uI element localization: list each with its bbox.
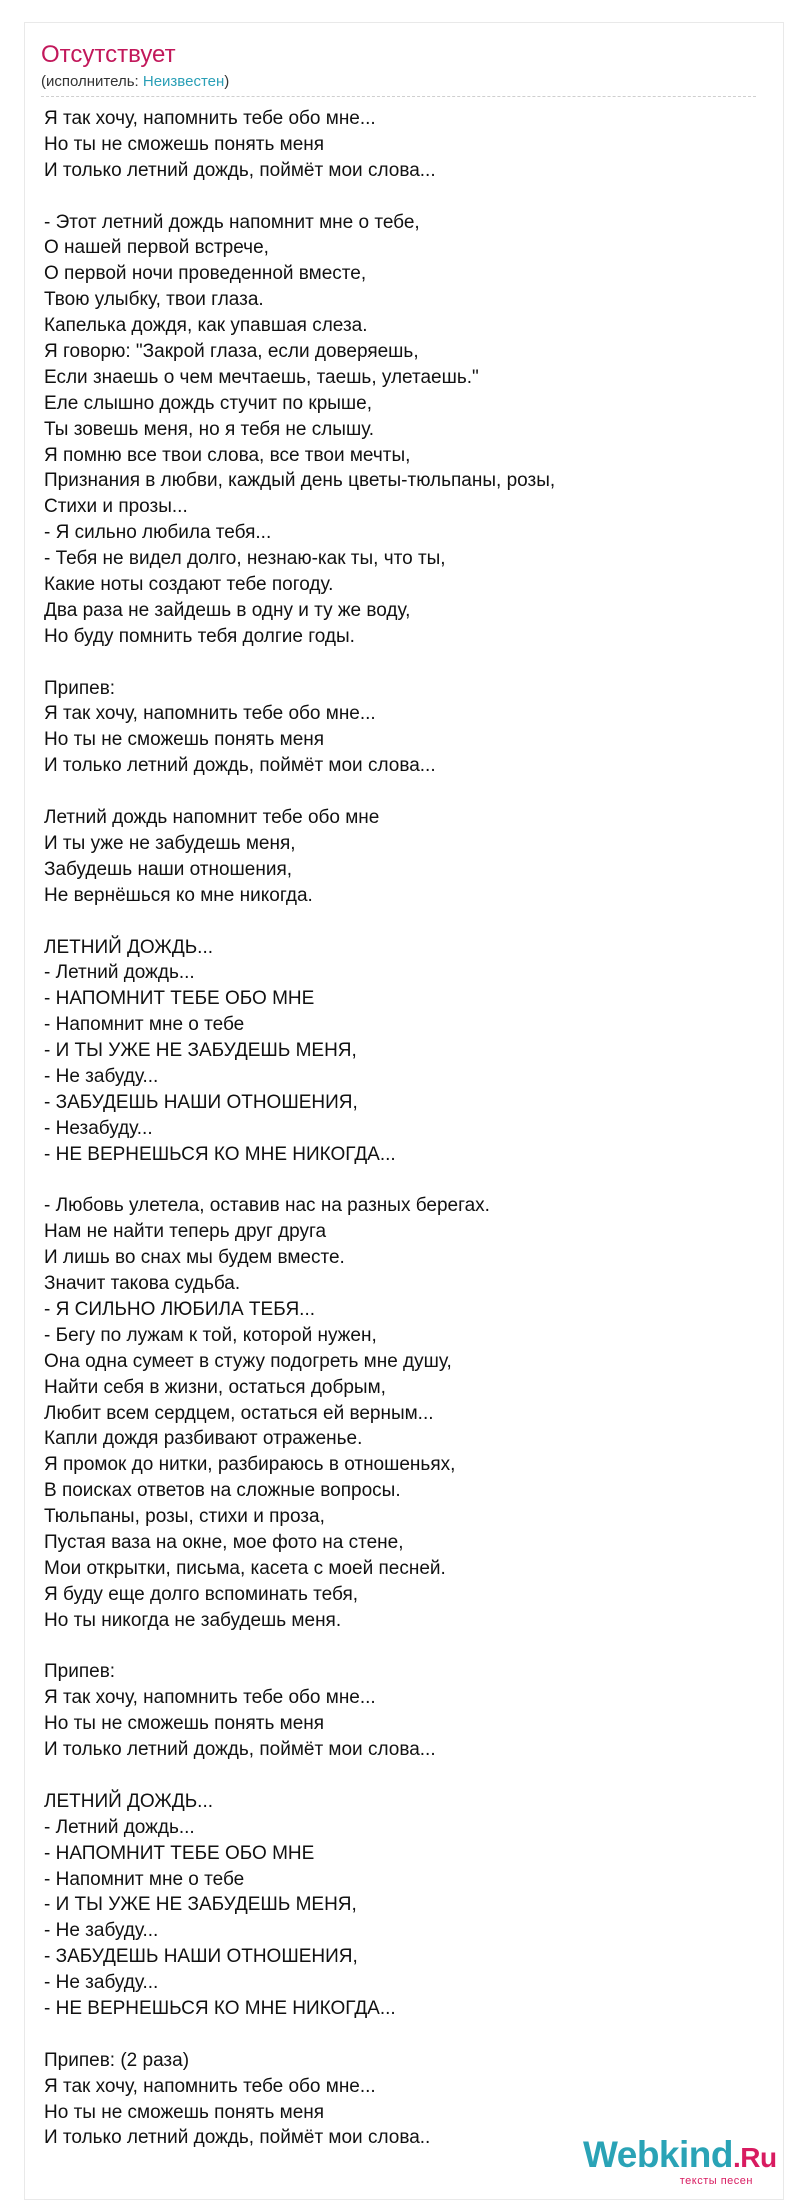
lyric-line: Но ты никогда не забудешь меня. [44, 1609, 342, 1631]
song-title: Отсутствует [41, 41, 176, 68]
lyric-line [44, 1634, 744, 1660]
lyric-line: - Этот летний дождь напомнит мне о тебе, [44, 211, 420, 233]
logo-web-text: Webkind [583, 2134, 733, 2175]
lyric-line: Тюльпаны, розы, стихи и проза, [44, 1506, 325, 1528]
lyric-line: Значит такова судьба. [44, 1273, 241, 1295]
lyric-line: Стихи и прозы... [44, 496, 188, 518]
lyric-line: - И ТЫ УЖЕ НЕ ЗАБУДЕШЬ МЕНЯ, [44, 1040, 357, 1062]
artist-suffix: ) [224, 73, 230, 90]
lyric-line: - Я сильно любила тебя... [44, 522, 272, 544]
lyric-line [44, 1168, 744, 1194]
song-header [41, 40, 756, 97]
lyric-line [44, 2022, 744, 2048]
lyric-line: Если знаешь о чем мечтаешь, таешь, улетаешь." [44, 366, 479, 388]
lyric-line: Но буду помнить тебя долгие годы. [44, 625, 355, 647]
artist-link[interactable]: Неизвестен [142, 73, 225, 90]
lyric-line: - Не забуду... [44, 1065, 159, 1087]
lyric-line: Я так хочу, напомнить тебе обо мне... [44, 703, 376, 725]
site-logo[interactable] [583, 2134, 777, 2193]
lyric-line: О нашей первой встрече, [44, 237, 269, 259]
lyric-line: Капелька дождя, как упавшая слеза. [44, 315, 368, 337]
lyric-line: Найти себя в жизни, остаться добрым, [44, 1376, 386, 1398]
lyric-line: Признания в любви, каждый день цветы-тюльпаны, розы, [44, 470, 556, 492]
lyric-line: Припев: (2 раза) [44, 2049, 190, 2071]
lyric-line: - Бегу по лужам к той, которой нужен, [44, 1324, 377, 1346]
lyric-line: Летний дождь напомнит тебе обо мне [44, 807, 380, 829]
lyric-line: - Напомнит мне о тебе [44, 1868, 245, 1890]
lyric-line: Не вернёшься ко мне никогда. [44, 884, 313, 906]
logo-tagline: тексты песен [679, 2175, 753, 2187]
lyric-line: - НАПОМНИТ ТЕБЕ ОБО МНЕ [44, 988, 315, 1010]
lyric-line: Но ты не сможешь понять меня [44, 133, 325, 155]
lyric-line: Я так хочу, напомнить тебе обо мне... [44, 2075, 376, 2097]
lyric-line: - НЕ ВЕРНЕШЬСЯ КО МНЕ НИКОГДА... [44, 1998, 396, 2020]
lyric-line: Я помню все твои слова, все твои мечты, [44, 444, 411, 466]
lyric-line: - НЕ ВЕРНЕШЬСЯ КО МНЕ НИКОГДА... [44, 1143, 396, 1165]
lyric-line: - Летний дождь... [44, 962, 195, 984]
lyric-line: ЛЕТНИЙ ДОЖДЬ... [44, 936, 214, 958]
lyric-line: Мои открытки, письма, касета с моей песней. [44, 1557, 446, 1579]
logo-wordmark [583, 2134, 777, 2178]
lyrics-text [44, 106, 744, 2151]
lyric-line: Я говорю: "Закрой глаза, если доверяешь, [44, 341, 419, 363]
lyric-line: Ты зовешь меня, но я тебя не слышу. [44, 418, 375, 440]
lyric-line: Она одна сумеет в стужу подогреть мне душу, [44, 1350, 452, 1372]
lyric-line: Твою улыбку, твои глаза. [44, 289, 264, 311]
lyric-line: Я так хочу, напомнить тебе обо мне... [44, 108, 376, 129]
lyric-line: О первой ночи проведенной вместе, [44, 263, 367, 285]
lyric-line: ЛЕТНИЙ ДОЖДЬ... [44, 1790, 214, 1812]
lyric-line [44, 184, 744, 210]
lyric-line [44, 779, 744, 805]
lyric-line [44, 650, 744, 676]
lyric-line: Припев: [44, 1661, 116, 1683]
lyric-line: Но ты не сможешь понять меня [44, 2101, 325, 2123]
lyric-line: - НАПОМНИТ ТЕБЕ ОБО МНЕ [44, 1842, 315, 1864]
lyric-line: И только летний дождь, поймёт мои слова... [44, 1739, 436, 1761]
lyric-line: Капли дождя разбивают отраженье. [44, 1428, 363, 1450]
lyric-line: И лишь во снах мы будем вместе. [44, 1247, 345, 1269]
lyric-line: Забудешь наши отношения, [44, 858, 293, 880]
lyric-line: - ЗАБУДЕШЬ НАШИ ОТНОШЕНИЯ, [44, 1091, 358, 1113]
lyric-line: И только летний дождь, поймёт мои слова.. [44, 2127, 431, 2149]
lyric-line: И только летний дождь, поймёт мои слова... [44, 159, 436, 181]
lyric-line: Я промок до нитки, разбираюсь в отношеньях, [44, 1454, 456, 1476]
lyric-line: - Не забуду... [44, 1972, 159, 1994]
artist-prefix: (исполнитель: [41, 73, 143, 90]
lyric-line [44, 909, 744, 935]
lyric-line: - Тебя не видел долго, незнаю-как ты, что ты, [44, 548, 446, 570]
lyric-line: - Не забуду... [44, 1920, 159, 1942]
lyric-line: - Я СИЛЬНО ЛЮБИЛА ТЕБЯ... [44, 1298, 316, 1320]
lyric-line: Пустая ваза на окне, мое фото на стене, [44, 1531, 404, 1553]
lyric-line: - Напомнит мне о тебе [44, 1014, 245, 1036]
logo-ru-text: .Ru [733, 2142, 777, 2173]
lyric-line: Я буду еще долго вспоминать тебя, [44, 1583, 359, 1605]
lyric-line: Нам не найти теперь друг друга [44, 1221, 327, 1243]
lyric-line: Припев: [44, 677, 116, 699]
lyric-line: И только летний дождь, поймёт мои слова... [44, 755, 436, 777]
lyric-line: Но ты не сможешь понять меня [44, 1713, 325, 1735]
lyric-line: Еле слышно дождь стучит по крыше, [44, 392, 373, 414]
lyric-line: И ты уже не забудешь меня, [44, 832, 296, 854]
artist-line [41, 72, 756, 97]
lyric-line: - ЗАБУДЕШЬ НАШИ ОТНОШЕНИЯ, [44, 1946, 358, 1968]
lyric-line: - Любовь улетела, оставив нас на разных берегах. [44, 1195, 490, 1217]
lyric-line: В поисках ответов на сложные вопросы. [44, 1480, 401, 1502]
lyric-line: Но ты не сможешь понять меня [44, 729, 325, 751]
lyric-line: - И ТЫ УЖЕ НЕ ЗАБУДЕШЬ МЕНЯ, [44, 1894, 357, 1916]
lyric-line: Два раза не зайдешь в одну и ту же воду, [44, 599, 411, 621]
lyric-line: Любит всем сердцем, остаться ей верным... [44, 1402, 434, 1424]
lyric-line: Я так хочу, напомнить тебе обо мне... [44, 1687, 376, 1709]
lyric-line: - Незабуду... [44, 1117, 153, 1139]
lyric-line [44, 1763, 744, 1789]
lyric-line: Какие ноты создают тебе погоду. [44, 574, 334, 596]
lyric-line: - Летний дождь... [44, 1816, 195, 1838]
